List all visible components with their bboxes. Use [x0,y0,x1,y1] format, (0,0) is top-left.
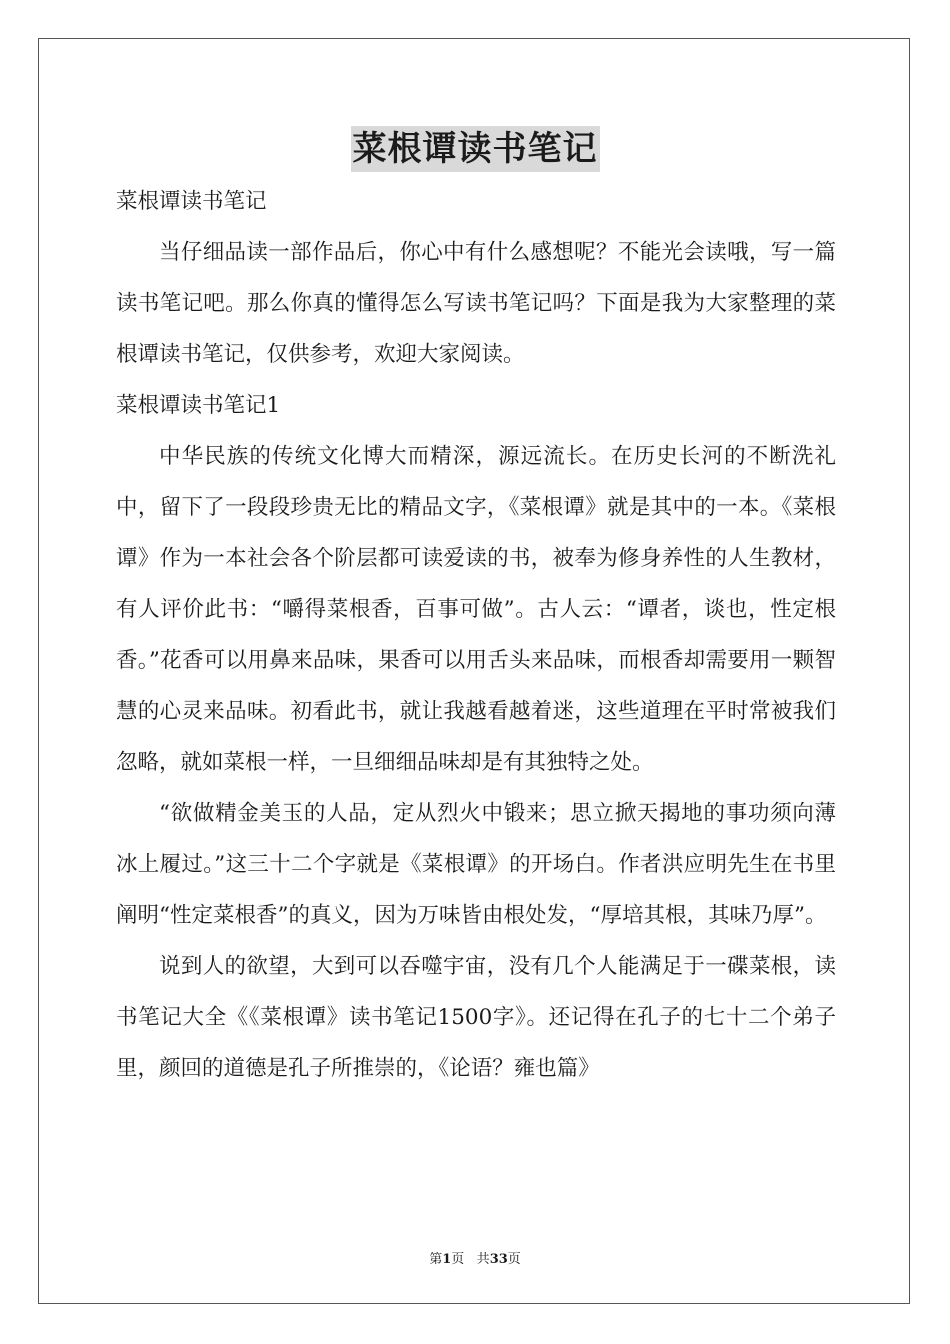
page-prefix: 第 [429,1252,443,1267]
page-footer [0,1248,950,1267]
intro-paragraph: 当仔细品读一部作品后，你心中有什么感想呢？不能光会读哦，写一篇读书笔记吧。那么你真的懂得怎么写读书笔记吗？下面是我为大家整理的菜根谭读书笔记，仅供参考，欢迎大家阅读。 [116,240,836,367]
body-paragraph: “欲做精金美玉的人品，定从烈火中锻来；思立掀天揭地的事功须向薄冰上履过。”这三十二个字就是《菜根谭》的开场白。作者洪应明先生在书里阐明“性定菜根香”的真义，因为万味皆由根处发，“厚培其根，其味乃厚”。 [116,801,836,928]
section-heading: 菜根谭读书笔记1 [116,393,281,418]
document-body [116,176,836,1094]
subtitle: 菜根谭读书笔记 [116,189,267,214]
document-title: 菜根谭读书笔记 [351,126,600,172]
page-suffix: 页 [451,1252,465,1267]
title-container [0,126,950,172]
body-paragraph: 中华民族的传统文化博大而精深，源远流长。在历史长河的不断洗礼中，留下了一段段珍贵无比的精品文字，《菜根谭》就是其中的一本。《菜根谭》作为一本社会各个阶层都可读爱读的书，被奉为修身养性的人生教材，有人评价此书：“嚼得菜根香，百事可做”。古人云：“谭者，谈也，性定根香。”花香可以用鼻来品味，果香可以用舌头来品味，而根香却需要用一颗智慧的心灵来品味。初看此书，就让我越看越着迷，这些道理在平时常被我们忽略，就如菜根一样，一旦细细品味却是有其独特之处。 [116,444,836,775]
total-prefix: 共 [476,1252,490,1267]
total-pages: 33 [489,1252,508,1267]
page-number: 1 [442,1252,452,1267]
body-paragraph: 说到人的欲望，大到可以吞噬宇宙，没有几个人能满足于一碟菜根，读书笔记大全《《菜根谭》读书笔记1500字》。还记得在孔子的七十二个弟子里，颜回的道德是孔子所推崇的，《论语？雍也篇》 [116,954,836,1081]
total-suffix: 页 [507,1252,521,1267]
